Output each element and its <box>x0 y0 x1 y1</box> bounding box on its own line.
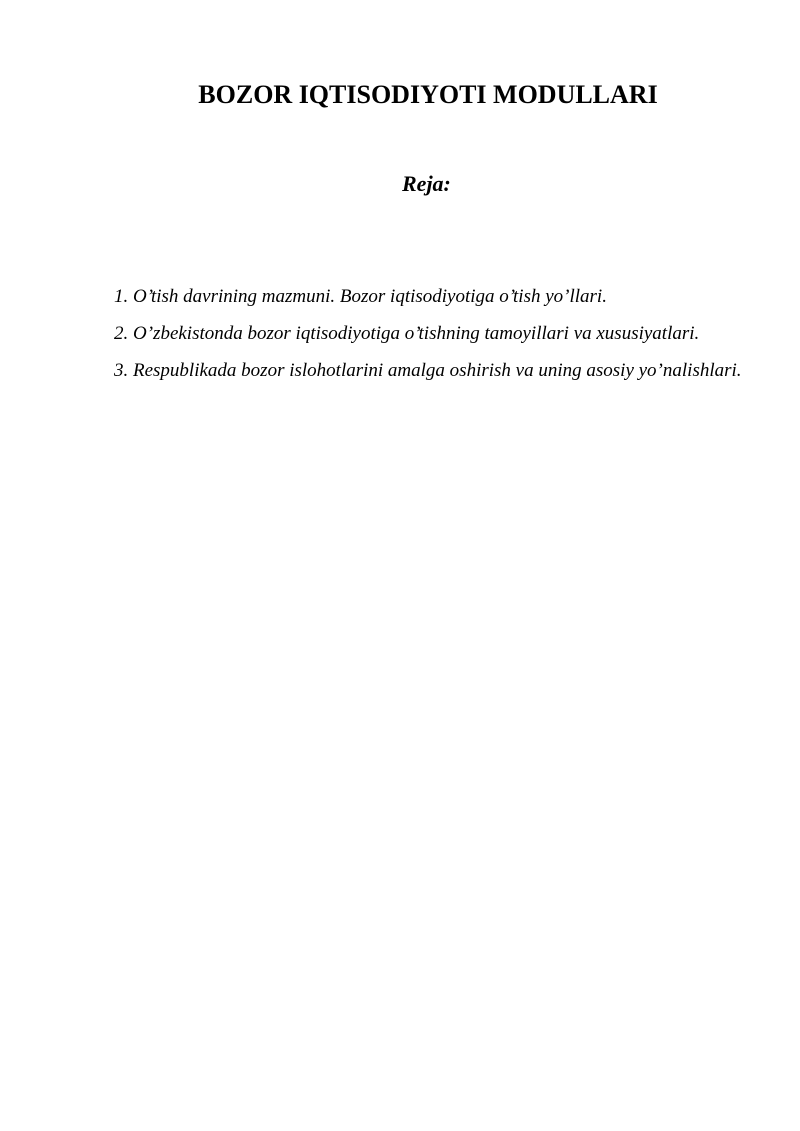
plan-item-2: 2. O’zbekistonda bozor iqtisodiyotiga o’tishning tamoyillari va xususiyatlari. <box>114 323 700 344</box>
plan-item-1: 1. O’tish davrining mazmuni. Bozor iqtisodiyotiga o’tish yo’llari. <box>114 286 607 307</box>
plan-list <box>114 278 742 389</box>
plan-item-3: 3. Respublikada bozor islohotlarini amalga oshirish va uning asosiy yo’nalishlari. <box>114 360 742 381</box>
document-title: BOZOR IQTISODIYOTI MODULLARI <box>198 80 658 109</box>
plan-heading: Reja: <box>402 171 451 196</box>
